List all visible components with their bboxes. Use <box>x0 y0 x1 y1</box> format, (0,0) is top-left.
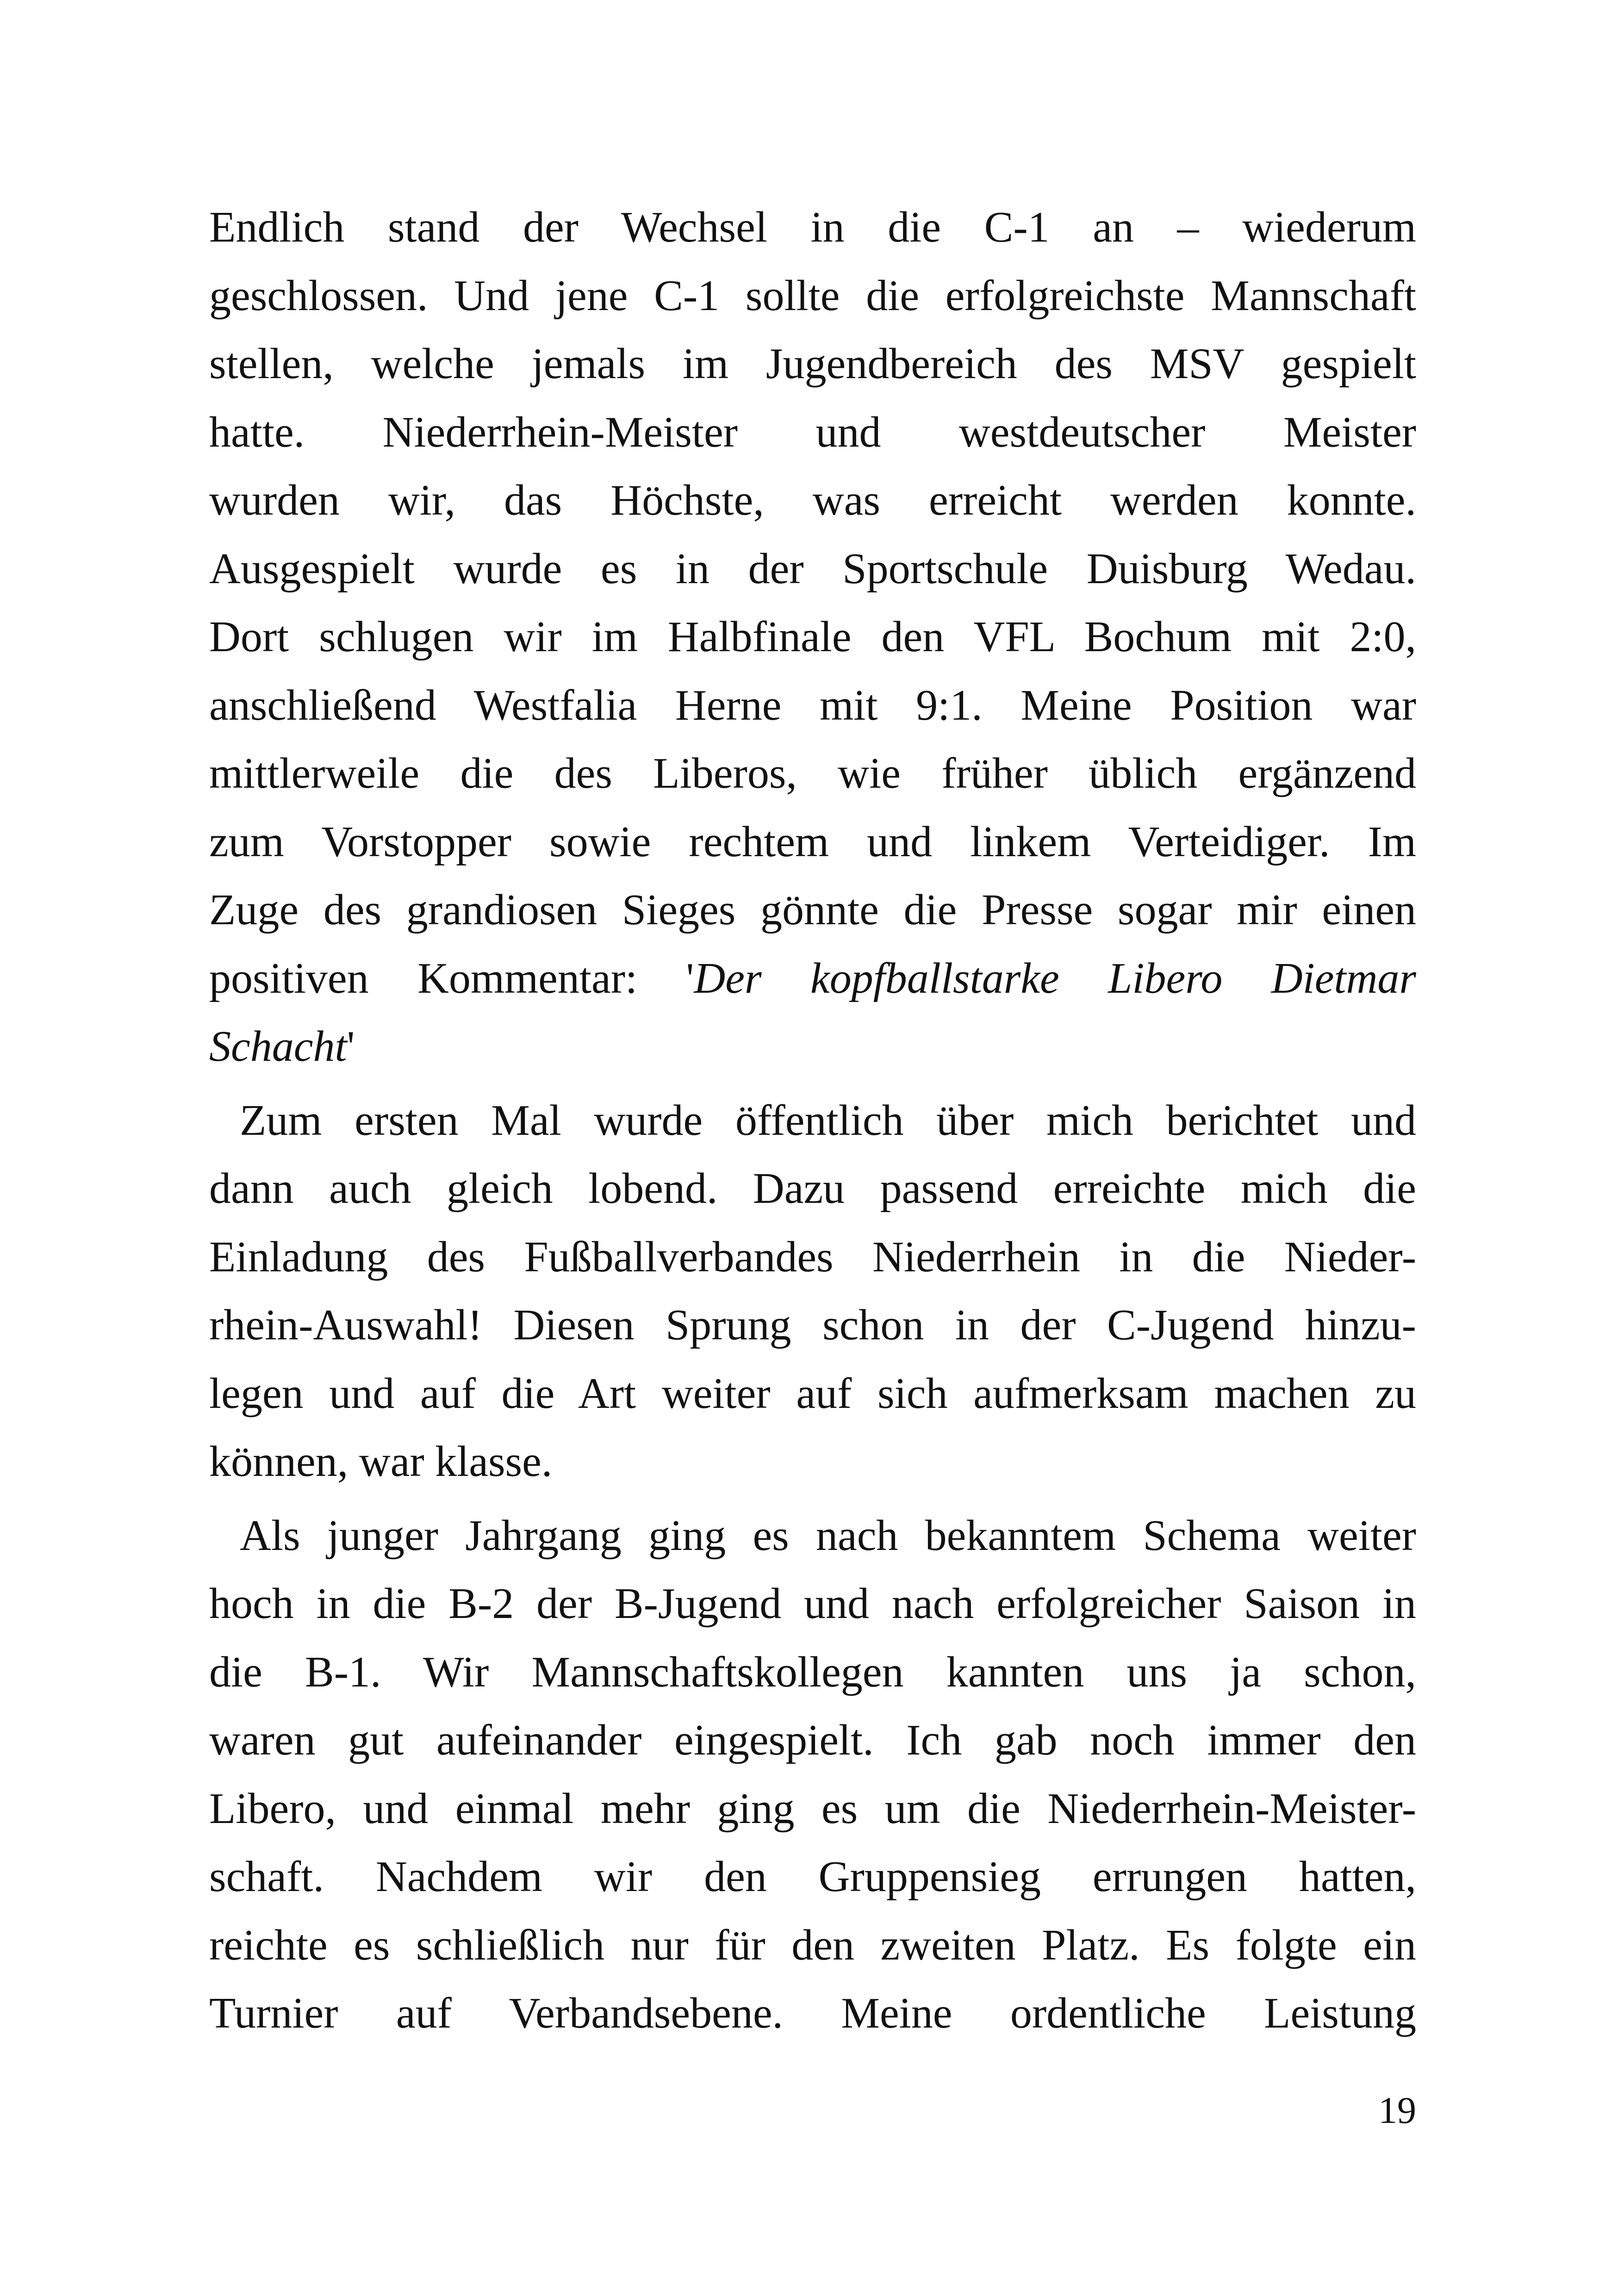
text-line: können, war klasse. <box>209 1437 553 1486</box>
quote-close: ' <box>347 1022 355 1070</box>
paragraph <box>209 193 1416 1081</box>
page-number: 19 <box>1378 2089 1416 2131</box>
text-line: Turnier auf Verbandsebene. Meine ordentliche Leistung <box>209 1989 1416 2037</box>
text-line: geschlossen. Und jene C-1 sollte die erfolgreichste Mannschaft <box>209 271 1416 320</box>
text-line-with-quote <box>209 945 1416 1013</box>
text-line: hoch in die B-2 der B-Jugend und nach erfolgreicher Saison in <box>209 1580 1416 1628</box>
text-line: waren gut aufeinander eingespielt. Ich gab noch immer den <box>209 1716 1416 1764</box>
text-line: schaft. Nachdem wir den Gruppensieg errungen hatten, <box>209 1853 1416 1901</box>
text-line: reichte es schließlich nur für den zweiten Platz. Es folgte ein <box>209 1921 1416 1969</box>
text-line: dann auch gleich lobend. Dazu passend erreichte mich die <box>209 1164 1416 1213</box>
text-line: Dort schlugen wir im Halbfinale den VFL Bochum mit 2:0, <box>209 613 1416 661</box>
paragraph <box>209 1502 1416 2048</box>
text-line: mittlerweile die des Liberos, wie früher üblich ergänzend <box>209 749 1416 797</box>
text-line: hatte. Niederrhein-Meister und westdeutscher Meister <box>209 408 1416 456</box>
press-quote-name: Schacht <box>209 1022 347 1070</box>
text-line: anschließend Westfalia Herne mit 9:1. Meine Position war <box>209 681 1416 729</box>
text-line: Zuge des grandiosen Sieges gönnte die Presse sogar mir einen <box>209 886 1416 934</box>
text-line: zum Vorstopper sowie rechtem und linkem Verteidiger. Im <box>209 817 1416 866</box>
text-line: die B-1. Wir Mannschaftskollegen kannten uns ja schon, <box>209 1648 1416 1696</box>
text-line: rhein-Auswahl! Diesen Sprung schon in der C-Jugend hinzu- <box>209 1301 1416 1349</box>
text-line: Endlich stand der Wechsel in die C-1 an – wiederum <box>209 203 1416 251</box>
text-line: stellen, welche jemals im Jugendbereich des MSV gespielt <box>209 340 1416 388</box>
text-line: Als junger Jahrgang ging es nach bekanntem Schema weiter <box>240 1511 1416 1560</box>
text-line: wurden wir, das Höchste, was erreicht werden konnte. <box>209 476 1416 524</box>
text-line: Libero, und einmal mehr ging es um die Niederrhein-Meister- <box>209 1784 1416 1833</box>
text-line: Ausgespielt wurde es in der Sportschule Duisburg Wedau. <box>209 544 1416 593</box>
quote-intro: positiven Kommentar: ' <box>209 954 694 1002</box>
paragraph <box>209 1087 1416 1496</box>
text-line: legen und auf die Art weiter auf sich aufmerksam machen zu <box>209 1369 1416 1418</box>
press-quote: Der kopfballstarke Libero Dietmar <box>694 954 1416 1002</box>
text-line-quote-end <box>209 1013 1416 1081</box>
text-line: Zum ersten Mal wurde öffentlich über mich berichtet und <box>240 1096 1416 1145</box>
text-line: Einladung des Fußballverbandes Niederrhein in die Nieder- <box>209 1232 1416 1281</box>
body-text <box>209 193 1416 2048</box>
